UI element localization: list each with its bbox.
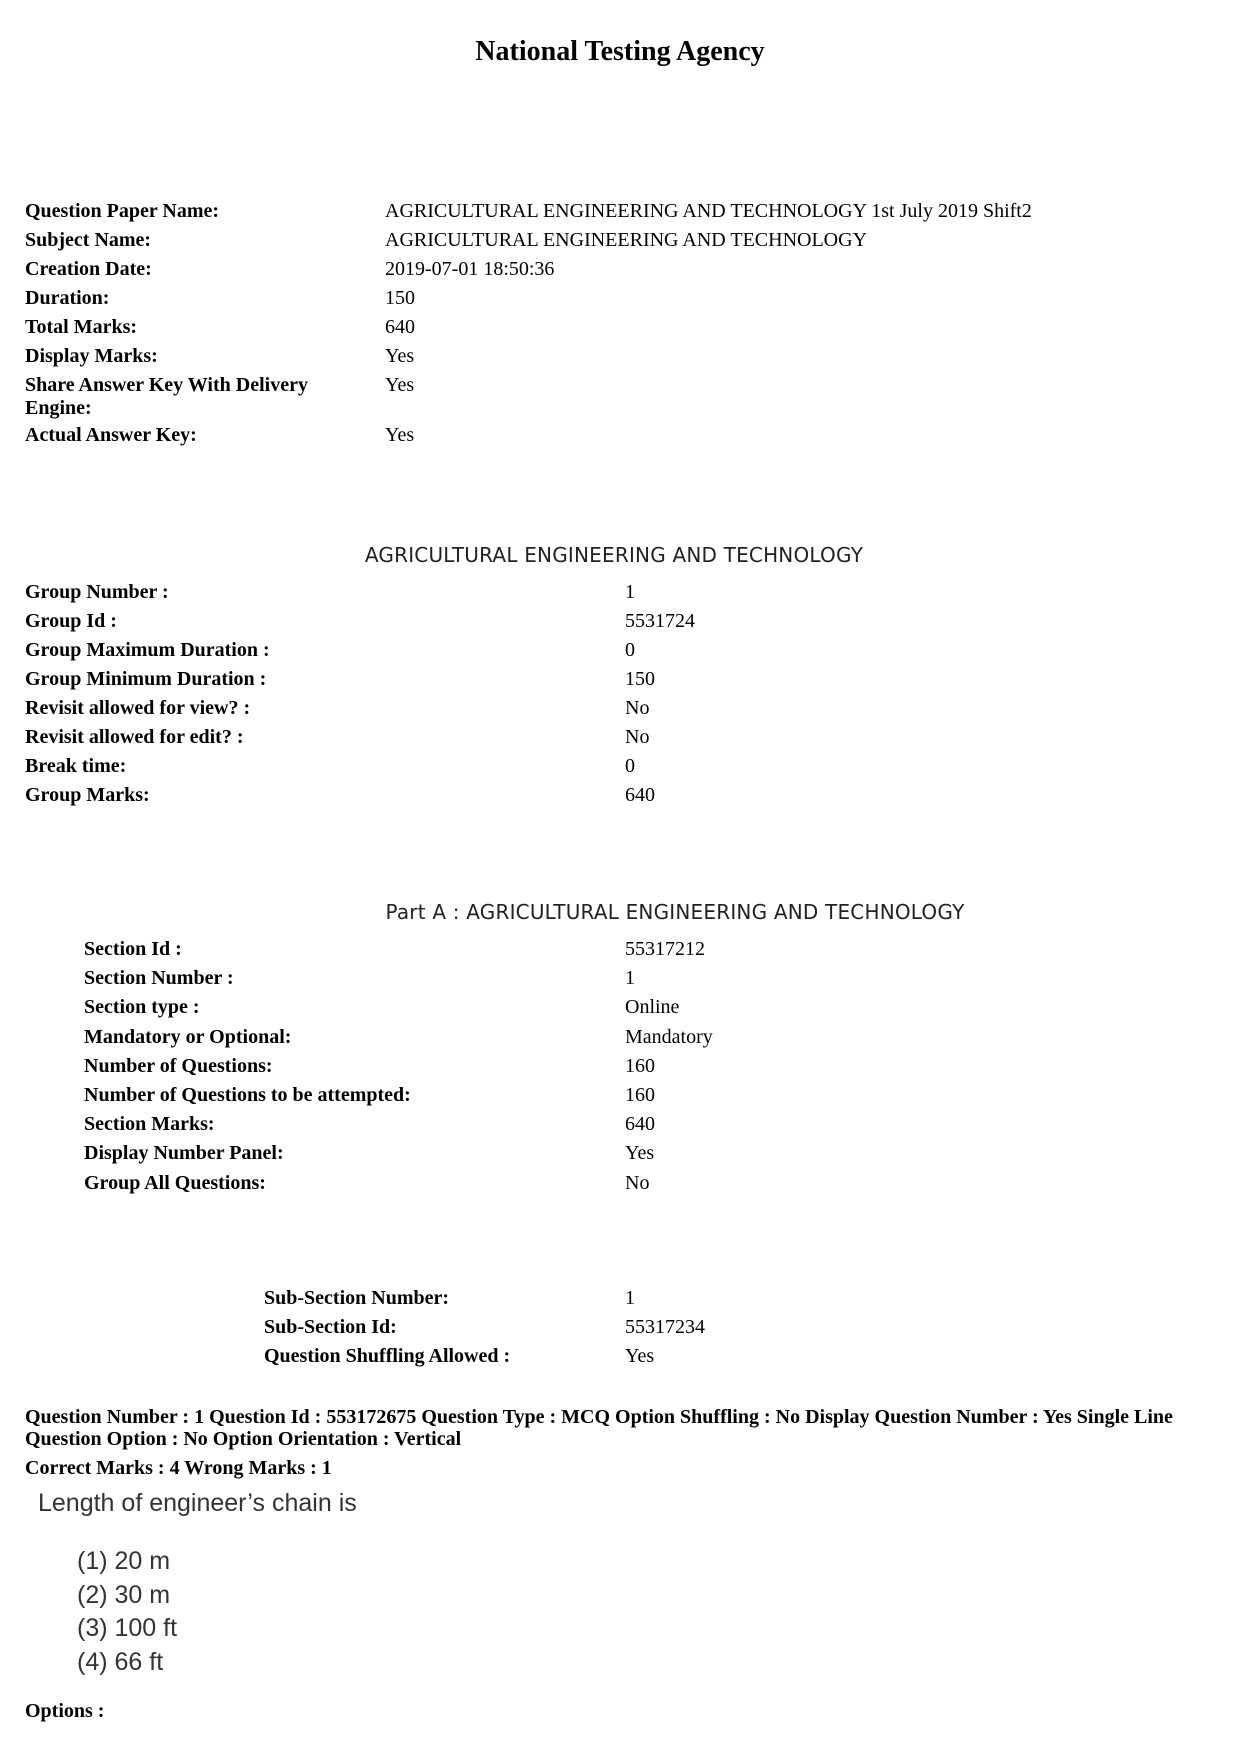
paper-info: [25, 200, 1225, 453]
display-marks-value: Yes: [385, 345, 415, 367]
duration-label: Duration:: [25, 287, 110, 309]
paper-info-row: [25, 424, 1225, 453]
question-text: Length of engineer’s chain is: [38, 1489, 357, 1517]
group-max-duration-value: 0: [625, 639, 635, 661]
question-meta: Question Number : 1 Question Id : 553172675 Question Type : MCQ Option Shuffling : No Display Question Number : Yes Single Line Question Option : No Option Orientation : Vertical: [25, 1406, 1173, 1450]
paper-info-row: [25, 345, 1225, 374]
display-number-panel-label: Display Number Panel:: [84, 1142, 284, 1165]
group-info-row: [25, 726, 1125, 755]
subsection-number-value: 1: [625, 1287, 635, 1309]
subject-name-value: AGRICULTURAL ENGINEERING AND TECHNOLOGY: [385, 229, 868, 251]
question-options-list: [77, 1545, 177, 1679]
group-marks-label: Group Marks:: [25, 784, 150, 806]
subsection-info-row: [264, 1316, 1064, 1345]
group-info-row: [25, 784, 1125, 813]
group-info: [25, 581, 1125, 813]
section-number-label: Section Number :: [84, 967, 234, 990]
section-info-row: [84, 1026, 1084, 1055]
section-marks-value: 640: [625, 1113, 655, 1136]
group-info-row: [25, 755, 1125, 784]
section-info-row: [84, 1142, 1084, 1171]
group-min-duration-label: Group Minimum Duration :: [25, 668, 267, 690]
mandatory-label: Mandatory or Optional:: [84, 1025, 292, 1048]
subsection-id-value: 55317234: [625, 1316, 705, 1338]
option-item: (2) 30 m: [77, 1580, 171, 1609]
num-questions-label: Number of Questions:: [84, 1054, 273, 1077]
section-info-row: [84, 1084, 1084, 1113]
revisit-edit-label: Revisit allowed for edit? :: [25, 726, 244, 748]
creation-date-label: Creation Date:: [25, 258, 152, 280]
group-number-value: 1: [625, 581, 635, 603]
group-min-duration-value: 150: [625, 668, 655, 690]
group-all-questions-label: Group All Questions:: [84, 1171, 266, 1194]
actual-answer-key-value: Yes: [385, 424, 415, 446]
revisit-edit-value: No: [625, 726, 650, 748]
part-heading: Part A : AGRICULTURAL ENGINEERING AND TECHNOLOGY: [385, 900, 965, 924]
section-info-row: [84, 1172, 1084, 1201]
section-info: [84, 938, 1084, 1201]
subsection-info-row: [264, 1287, 1064, 1316]
paper-name-label: Question Paper Name:: [25, 200, 220, 222]
subsection-info-row: [264, 1345, 1064, 1374]
group-id-label: Group Id :: [25, 610, 117, 632]
section-info-row: [84, 1113, 1084, 1142]
total-marks-value: 640: [385, 316, 415, 338]
group-max-duration-label: Group Maximum Duration :: [25, 639, 270, 661]
paper-name-value: AGRICULTURAL ENGINEERING AND TECHNOLOGY 1st July 2019 Shift2: [385, 200, 1032, 222]
group-id-value: 5531724: [625, 610, 695, 632]
actual-answer-key-label: Actual Answer Key:: [25, 424, 197, 446]
subsection-id-label: Sub-Section Id:: [264, 1316, 397, 1338]
section-id-label: Section Id :: [84, 938, 182, 960]
num-questions-value: 160: [625, 1054, 655, 1077]
break-time-value: 0: [625, 755, 635, 777]
question-shuffling-value: Yes: [625, 1345, 655, 1367]
group-info-row: [25, 581, 1125, 610]
group-number-label: Group Number :: [25, 581, 169, 603]
paper-info-row: [25, 287, 1225, 316]
share-answer-key-label: Share Answer Key With Delivery Engine:: [25, 374, 308, 419]
option-item: (1) 20 m: [77, 1547, 171, 1575]
section-info-row: [84, 967, 1084, 996]
num-attempted-value: 160: [625, 1083, 655, 1106]
group-info-row: [25, 639, 1125, 668]
share-answer-key-value: Yes: [385, 374, 415, 396]
subject-name-label: Subject Name:: [25, 229, 152, 251]
group-info-row: [25, 697, 1125, 726]
break-time-label: Break time:: [25, 755, 127, 777]
section-info-row: [84, 938, 1084, 967]
group-info-row: [25, 668, 1125, 697]
paper-info-row: [25, 229, 1225, 258]
paper-info-row: [25, 200, 1225, 229]
subsection-info: [264, 1287, 1064, 1374]
section-marks-label: Section Marks:: [84, 1113, 215, 1136]
option-item: (4) 66 ft: [77, 1647, 164, 1676]
group-info-row: [25, 610, 1125, 639]
display-number-panel-value: Yes: [625, 1142, 655, 1165]
mandatory-value: Mandatory: [625, 1025, 713, 1048]
page-title: National Testing Agency: [475, 36, 765, 67]
group-heading: AGRICULTURAL ENGINEERING AND TECHNOLOGY: [364, 543, 864, 567]
num-attempted-label: Number of Questions to be attempted:: [84, 1083, 411, 1106]
paper-info-row: [25, 316, 1225, 345]
paper-info-row: [25, 374, 1225, 424]
section-type-label: Section type :: [84, 996, 200, 1019]
section-info-row: [84, 1055, 1084, 1084]
total-marks-label: Total Marks:: [25, 316, 138, 338]
duration-value: 150: [385, 287, 415, 309]
options-label: Options :: [25, 1700, 105, 1722]
display-marks-label: Display Marks:: [25, 345, 158, 367]
option-item: (3) 100 ft: [77, 1614, 178, 1642]
group-all-questions-value: No: [625, 1171, 650, 1194]
revisit-view-label: Revisit allowed for view? :: [25, 697, 251, 719]
subsection-number-label: Sub-Section Number:: [264, 1287, 450, 1309]
section-number-value: 1: [625, 967, 635, 990]
section-id-value: 55317212: [625, 938, 705, 960]
section-type-value: Online: [625, 996, 680, 1019]
revisit-view-value: No: [625, 697, 650, 719]
question-shuffling-label: Question Shuffling Allowed :: [264, 1345, 511, 1367]
group-marks-value: 640: [625, 784, 655, 806]
paper-info-row: [25, 258, 1225, 287]
question-marks: Correct Marks : 4 Wrong Marks : 1: [25, 1457, 332, 1479]
creation-date-value: 2019-07-01 18:50:36: [385, 258, 555, 280]
section-info-row: [84, 996, 1084, 1025]
